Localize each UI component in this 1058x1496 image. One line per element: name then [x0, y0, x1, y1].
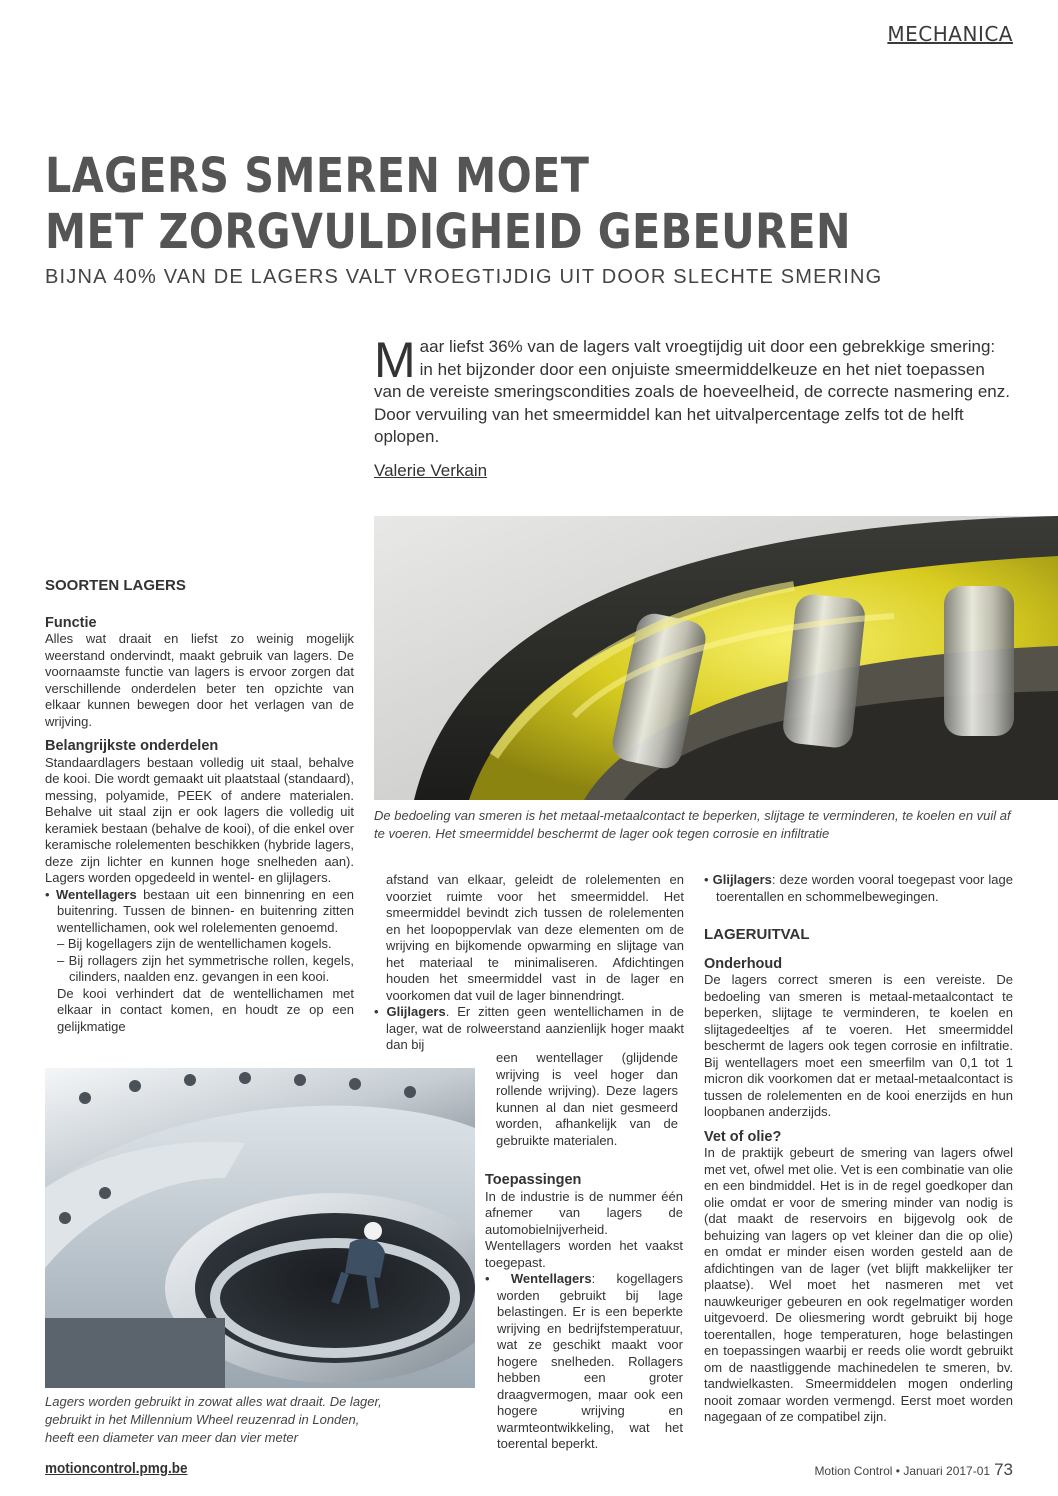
- page-number: 73: [994, 1460, 1013, 1479]
- drop-cap: M: [374, 332, 416, 388]
- paragraph-glijlagers-vervolg: een wentellager (glijdende wrijving is veel hoger dan rollende wrijving). Deze lagers kunnen al dan niet gesmeerd worden, afhankelijk van de gebruikte materialen.: [496, 1050, 678, 1148]
- paragraph-vet-of-olie: In de praktijk gebeurt de smering van lagers ofwel met vet, ofwel met olie. Vet is een combinatie van olie en een bindmiddel. Het is in de regel goedkoper dan olie omdat er voor de smering minder van nodig is (dat maakt de reservoirs en bijgevolg ook de behuizing van lagers op vet kleiner dan die op olie) en omdat er minder eisen worden gesteld aan de afdichtingen van de lager (vet blijft makkelijker ter plaatse). Wel moet het nasmeren met vet nauwkeuriger gebeuren en ook regelmatiger worden uitgevoerd. De oliesmering wordt gebruikt bij hoge toerentallen, hoge temperaturen, hoge belastingen en toepassingen waarbij er reeds olie wordt gebruikt om de naastliggende machinedelen te smeren, bv. tandwielkasten. Smeermiddelen mogen onderling nooit zomaar worden vermengd. Eerst moet worden nagegaan of ze compatibel zijn.: [704, 1145, 1013, 1424]
- subheading-functie: Functie: [45, 614, 97, 631]
- bearing-grease-photo: [374, 516, 1058, 800]
- bullet-glijlagers: • Glijlagers. Er zitten geen wentellichamen in de lager, wat de rolweerstand aanzienlijk hoger maakt dan bij: [374, 1004, 684, 1052]
- paragraph-functie: Alles wat draait en liefst zo weinig mogelijk weerstand ondervindt, maakt gebruik van lagers. De voornaamste functie van lagers is ervoor zorgen dat verschillende onderdelen beter ten opzichte van elkaar kunnen bewegen door het verlagen van de wrijving.: [45, 631, 354, 729]
- bullet-glijlagers-toepassing: • Glijlagers: deze worden vooral toegepast voor lage toerentallen en schommelbewegingen.: [704, 872, 1013, 904]
- section-heading-soorten-lagers: SOORTEN LAGERS: [45, 577, 186, 594]
- subheading-onderhoud: Onderhoud: [704, 955, 783, 972]
- paragraph-kooi: De kooi verhindert dat de wentellichamen met elkaar in contact komen, en houdt ze op een gelijkmatige: [57, 985, 354, 1034]
- footer-website-link[interactable]: motioncontrol.pmg.be: [45, 1460, 188, 1477]
- article-title: [45, 148, 851, 260]
- title-line-1: LAGERS SMEREN MOET: [45, 148, 590, 204]
- section-heading-lageruitval: LAGERUITVAL: [704, 926, 810, 943]
- dash-rollagers: – Bij rollagers zijn het symmetrische rollen, kegels, cilinders, naalden enz. gevangen in een kooi.: [57, 952, 354, 984]
- column-3: [704, 872, 1013, 1426]
- subheading-onderdelen: Belangrijkste onderdelen: [45, 738, 219, 754]
- paragraph-toepassingen: In de industrie is de nummer één afnemer van lagers de automobielnijverheid. Wentellagers worden het vaakst toegepast.: [485, 1188, 683, 1270]
- paragraph-onderhoud: De lagers correct smeren is een vereiste. De bedoeling van smeren is metaal-metaalcontact te beperken, slijtage te verminderen, te koelen en slijtagedeeltjes af te voeren. Het smeermiddel beschermt de lagers ook tegen corrosie en infiltratie. Bij wentellagers moet een smeerfilm van 0,1 tot 1 micron dik voorkomen dat er metaal-metaalcontact is tussen de rolelementen en de kooi enerzijds en hun loopbanen anderzijds.: [704, 972, 1013, 1119]
- bearing-grease-illustration: [374, 516, 1058, 800]
- subheading-vet-of-olie: Vet of olie?: [704, 1128, 782, 1145]
- intro-text: aar liefst 36% van de lagers valt vroegtijdig uit door een gebrekkige smering: in het bijzonder door een onjuiste smeermiddelkeuze en het niet toepassen van de vereiste smeringscondities zoals de hoeveelheid, de correcte nasmering enz. Door vervuiling van het smeermiddel kan het uitvalpercentage zelfs tot de helft oplopen.: [374, 337, 1010, 446]
- dash-kogellagers: – Bij kogellagers zijn de wentellichamen kogels.: [57, 936, 332, 951]
- paragraph-afstand: afstand van elkaar, geleidt de rolelementen en voorziet ruimte voor het smeermiddel. Het smeermiddel bevindt zich tussen de rolelementen en het loopoppervlak van deze elementen om de wrijving en bijkomende opwarming en slijtage van het materiaal te minimaliseren. Afdichtingen houden het smeermiddel vast in de lager en voorkomen dat vuil de lager binnendringt.: [386, 872, 684, 1003]
- large-bearing-photo: [45, 1068, 475, 1388]
- photo-caption-2: Lagers worden gebruikt in zowat alles wat draait. De lager, gebruikt in het Millennium Wheel reuzenrad in Londen, heeft een diameter van meer dan vier meter: [45, 1394, 382, 1445]
- photo-caption-1: De bedoeling van smeren is het metaal-metaalcontact te beperken, slijtage te verminderen, te koelen en vuil af te voeren. Het smeermiddel beschermt de lager ook tegen corrosie en infiltratie: [374, 808, 1011, 841]
- title-line-2: MET ZORGVULDIGHEID GEBEUREN: [45, 204, 851, 260]
- footer-publication: [814, 1460, 1013, 1480]
- footer-issue: Motion Control • Januari 2017-01: [814, 1464, 991, 1478]
- bullet-wentellagers-toepassing: • Wentellagers: kogellagers worden gebruikt bij lage belastingen. Er is een beperkte wrijving en bedrijfstemperatuur, wat ze geschikt maakt voor hogere snelheden. Rollagers hebben een groter draagvermogen, maar ook een hogere wrijving en warmteontwikkeling, wat het toerental beperkt.: [485, 1271, 683, 1451]
- column-2-lower: [496, 1050, 678, 1149]
- intro-paragraph: [374, 332, 1010, 449]
- author-name: Valerie Verkain: [374, 461, 488, 480]
- column-2: [374, 872, 684, 1054]
- section-tag: MECHANICA: [887, 22, 1013, 46]
- subheading-toepassingen: Toepassingen: [485, 1172, 582, 1188]
- article-subtitle: BIJNA 40% VAN DE LAGERS VALT VROEGTIJDIG UIT DOOR SLECHTE SMERING: [45, 266, 883, 288]
- column-1: [45, 578, 354, 1035]
- large-bearing-illustration: [45, 1068, 475, 1388]
- column-2-toepassingen: [485, 1172, 683, 1453]
- bullet-wentellagers: • Wentellagers bestaan uit een binnenring en een buitenring. Tussen de binnen- en buitenring zitten wentellichamen, ook wel rolelementen genoemd.: [45, 886, 354, 935]
- paragraph-onderdelen: Standaardlagers bestaan volledig uit staal, behalve de kooi. Die wordt gemaakt uit plaatstaal (standaard), messing, polyamide, PEEK of andere materialen. Behalve uit staal zijn er ook lagers die volledig uit keramiek bestaan (behalve de kooi), of die enkel over keramische rolelementen beschikken (hybride lagers, deze zijn lichter en kunnen hoge snelheden aan). Lagers worden opgedeeld in wentel- en glijlagers.: [45, 754, 354, 885]
